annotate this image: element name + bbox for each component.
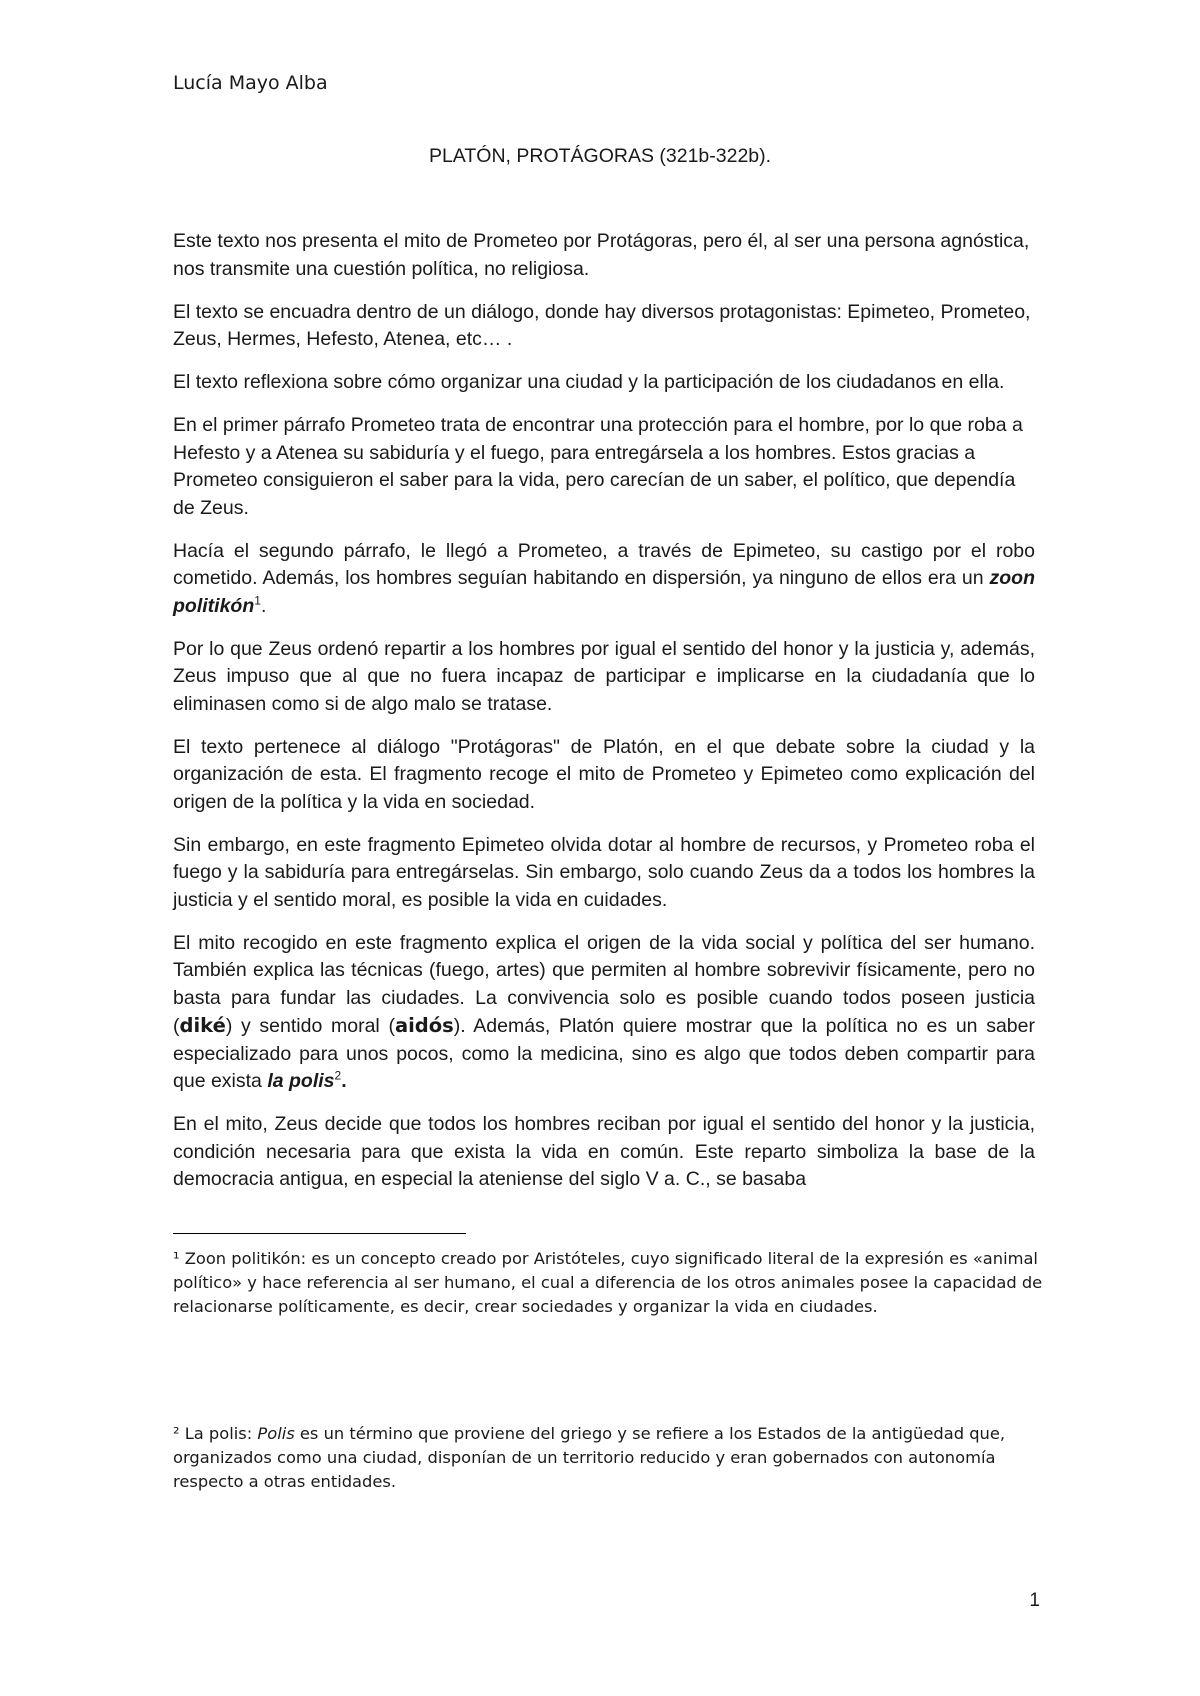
paragraph-6: Por lo que Zeus ordenó repartir a los hombres por igual el sentido del honor y la justicia y, además, Zeus impuso que al que no fuera incapaz de participar e implicarse en la ciudadanía que lo eliminasen como si de algo malo se tratase. bbox=[173, 637, 1035, 715]
paragraph-1: Este texto nos presenta el mito de Prometeo por Protágoras, pero él, al ser una persona agnóstica, nos transmite una cuestión política, no religiosa. bbox=[173, 230, 1030, 280]
footnote-2 bbox=[173, 1422, 1043, 1494]
footnote-separator bbox=[173, 1233, 466, 1234]
paragraph-9 bbox=[173, 930, 1035, 1096]
paragraph-5-end: . bbox=[260, 594, 267, 617]
term-dike: diké bbox=[179, 1014, 226, 1037]
paragraph-4: En el primer párrafo Prometeo trata de encontrar una protección para el hombre, por lo que roba a Hefesto y a Atenea su sabiduría y el fuego, para entregársela a los hombres. Estos gracias a Prometeo consiguieron el saber para la vida, pero carecían de un saber, el político, que dependía de Zeus. bbox=[173, 414, 1023, 519]
term-la-polis: la polis bbox=[267, 1070, 335, 1092]
paragraph-9-text-b: ) y sentido moral ( bbox=[225, 1015, 395, 1037]
footnote-2-label: La polis: bbox=[179, 1424, 258, 1443]
footnote-2-mark: ² bbox=[173, 1424, 180, 1443]
paragraph-9-text-a: El mito recogido en este fragmento explica el origen de la vida social y política del ser humano. También explica las técnicas (fuego, artes) que permiten al hombre sobrevivir físicamente, pero no basta para fundar las ciudades. La convivencia solo es posible cuando todos poseen justicia ( bbox=[173, 931, 1035, 1037]
paragraph-9-text-c: ). Además, Platón quiere mostrar que la política no es un saber especializado para unos pocos, como la medicina, sino es algo que todos deben compartir para que exista bbox=[173, 1015, 1035, 1092]
paragraph-2: El texto se encuadra dentro de un diálogo, donde hay diversos protagonistas: Epimeteo, Prometeo, Zeus, Hermes, Hefesto, Atenea, etc… . bbox=[173, 300, 1031, 350]
term-aidos: aidós bbox=[394, 1014, 454, 1037]
term-zoon-politikon: zoon politikón bbox=[173, 567, 1035, 617]
footnote-1 bbox=[173, 1247, 1043, 1319]
footnote-2-term: Polis bbox=[257, 1424, 295, 1443]
paragraph-5-text: Hacía el segundo párrafo, le llegó a Prometeo, a través de Epimeteo, su castigo por el robo cometido. Además, los hombres seguían habitando en dispersión, ya ninguno de ellos era un bbox=[173, 539, 1035, 589]
paragraph-10: En el mito, Zeus decide que todos los hombres reciban por igual el sentido del honor y la justicia, condición necesaria para que exista la vida en común. Este reparto simboliza la base de la democracia antigua, en especial la ateniense del siglo V a. C., se basaba bbox=[173, 1113, 1035, 1190]
page-number: 1 bbox=[1029, 1590, 1040, 1611]
footnote-1-text: Zoon politikón: es un concepto creado por Aristóteles, cuyo significado literal de la expresión es «animal político» y hace referencia al ser humano, el cual a diferencia de los otros animales posee la capacidad de relacionarse políticamente, es decir, crear sociedades y organizar la vida en ciudades. bbox=[173, 1249, 1043, 1316]
paragraph-5 bbox=[173, 538, 1035, 621]
footnote-ref-1: 1 bbox=[254, 593, 261, 607]
author-name: Lucía Mayo Alba bbox=[173, 72, 328, 94]
document-title: PLATÓN, PROTÁGORAS (321b-322b). bbox=[428, 145, 772, 167]
paragraph-8: Sin embargo, en este fragmento Epimeteo olvida dotar al hombre de recursos, y Prometeo roba el fuego y la sabiduría para entregárselas. Sin embargo, solo cuando Zeus da a todos los hombres la justicia y el sentido moral, es posible la vida en cuidades. bbox=[173, 833, 1035, 911]
paragraph-9-end: . bbox=[341, 1070, 347, 1092]
paragraph-3: El texto reflexiona sobre cómo organizar una ciudad y la participación de los ciudadanos en ella. bbox=[173, 371, 1005, 393]
footnote-2-text: es un término que proviene del griego y se refiere a los Estados de la antigüedad que, organizados como una ciudad, disponían de un territorio reducido y eran gobernados con autonomía respecto a otras entidades. bbox=[173, 1424, 1006, 1491]
paragraph-7: El texto pertenece al diálogo "Protágoras" de Platón, en el que debate sobre la ciudad y la organización de esta. El fragmento recoge el mito de Prometeo y Epimeteo como explicación del origen de la política y la vida en sociedad. bbox=[173, 735, 1035, 813]
footnote-ref-2: 2 bbox=[334, 1068, 342, 1083]
document-body bbox=[173, 228, 1035, 1209]
footnote-1-mark: ¹ bbox=[173, 1249, 180, 1268]
